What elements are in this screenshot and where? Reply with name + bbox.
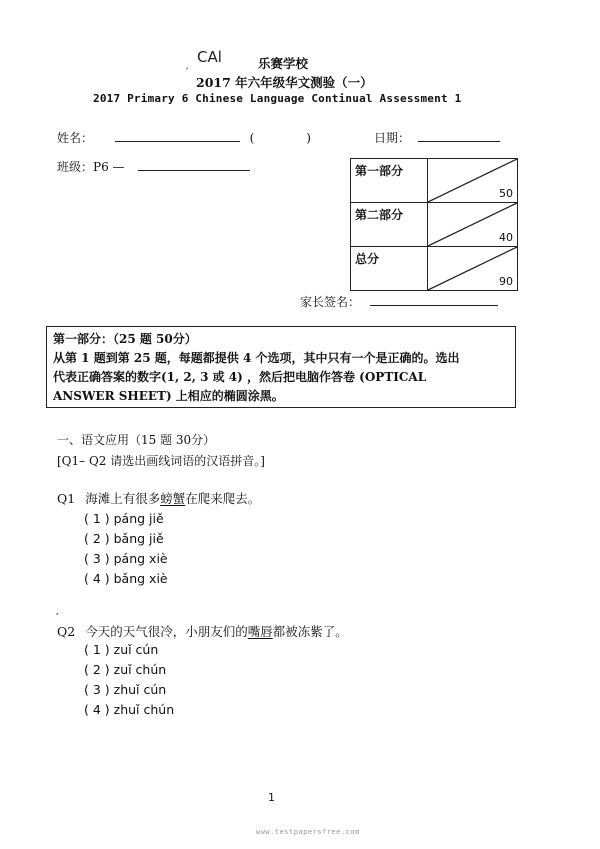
title-chinese: 2017 年六年级华文测验（一）: [196, 75, 373, 90]
q2-option-1[interactable]: ( 1 ) zuǐ cún: [84, 642, 159, 657]
index-paren-close: ): [306, 131, 311, 145]
date-label: 日期：: [374, 131, 411, 145]
score-cell-part2[interactable]: [428, 203, 518, 247]
name-label: 姓名：: [57, 131, 94, 145]
q2-option-2[interactable]: ( 2 ) zuǐ chún: [84, 662, 167, 677]
handwritten-mark: CAl: [197, 48, 222, 66]
q1-option-4[interactable]: ( 4 ) bǎng xiè: [84, 571, 168, 586]
page-number: 1: [268, 791, 275, 804]
q2-option-3[interactable]: ( 3 ) zhuǐ cún: [84, 682, 167, 697]
score-cell-part1[interactable]: [428, 159, 518, 203]
class-label: 班级：P6 —: [57, 160, 125, 174]
question-text-before: 今天的天气很冷，小朋友们的: [85, 624, 248, 639]
index-paren-open: (: [249, 131, 255, 145]
date-blank[interactable]: [418, 129, 500, 142]
date-row: [374, 129, 500, 146]
q1-option-1[interactable]: ( 1 ) páng jiě: [84, 511, 164, 526]
q1-option-2[interactable]: ( 2 ) bǎng jiě: [84, 531, 164, 546]
question-underlined-word: 嘴唇: [247, 624, 273, 639]
score-max-total: 90: [499, 275, 513, 288]
question-number: Q2: [57, 624, 76, 639]
question-text-after: 都被冻紫了。: [272, 624, 348, 639]
score-table: [350, 158, 518, 291]
score-cell-total[interactable]: [428, 247, 518, 291]
instructions-line: 从第 1 题到第 25 题，每题都提供 4 个选项，其中只有一个是正确的。选出: [53, 351, 460, 365]
question-1: [57, 489, 260, 507]
score-label-part2: 第二部分: [351, 203, 428, 247]
parent-sign-label: 家长签名：: [300, 295, 361, 309]
watermark: www.testpapersfree.com: [256, 828, 360, 836]
stray-mark: ˊ: [54, 612, 60, 625]
title-english: 2017 Primary 6 Chinese Language Continual Assessment 1: [93, 92, 462, 105]
instructions-box: [46, 326, 516, 408]
class-row: [57, 158, 250, 175]
question-underlined-word: 螃蟹: [160, 491, 186, 506]
question-text-after: 在爬来爬去。: [185, 491, 261, 506]
score-max-part2: 40: [499, 231, 513, 244]
parent-sign-blank[interactable]: [370, 293, 498, 306]
class-blank[interactable]: [138, 158, 250, 171]
score-label-part1: 第一部分: [351, 159, 428, 203]
school-name: 乐赛学校: [258, 56, 309, 71]
score-label-total: 总分: [351, 247, 428, 291]
name-row: [57, 129, 311, 146]
question-text-before: 海滩上有很多: [85, 491, 161, 506]
score-row-total: [351, 247, 518, 291]
name-blank[interactable]: [115, 129, 240, 142]
question-number: Q1: [57, 491, 76, 506]
instructions-heading: 第一部分：（25 题 50分）: [53, 332, 197, 346]
stray-mark: ˊ: [184, 68, 189, 79]
section-title: 一、语文应用（15 题 30分）: [57, 433, 216, 447]
section-note: [Q1– Q2 请选出画线词语的汉语拼音。]: [57, 454, 265, 468]
score-row-part2: [351, 203, 518, 247]
question-2: [57, 622, 348, 640]
instructions-line: ANSWER SHEET) 上相应的椭圆涂黑。: [53, 389, 284, 403]
instructions-line: 代表正确答案的数字(1, 2, 3 或 4) ，然后把电脑作答卷 (OPTICAL: [53, 370, 427, 384]
score-row-part1: [351, 159, 518, 203]
q1-option-3[interactable]: ( 3 ) páng xiè: [84, 551, 168, 566]
q2-option-4[interactable]: ( 4 ) zhuǐ chún: [84, 702, 175, 717]
score-max-part1: 50: [499, 187, 513, 200]
parent-sign-row: [300, 293, 498, 310]
